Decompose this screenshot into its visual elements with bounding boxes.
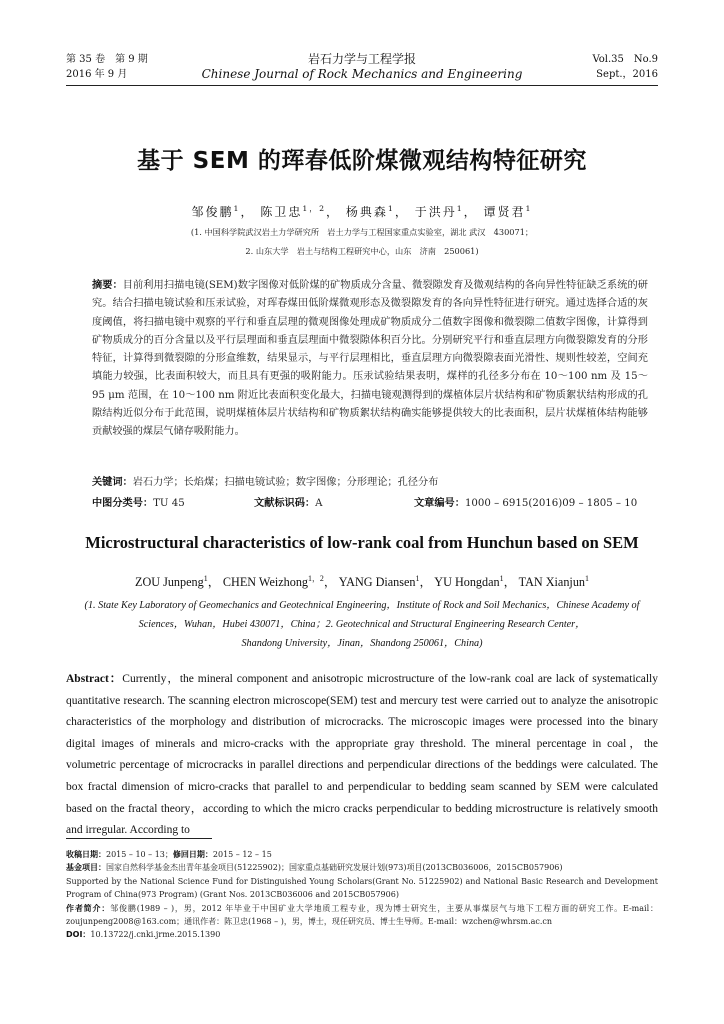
header-volume: 第 35 卷 第 9 期 bbox=[66, 54, 148, 65]
classification-line bbox=[92, 497, 648, 511]
author-affil-mark: 1 bbox=[203, 573, 208, 583]
author-name: 邹俊鹏 bbox=[191, 205, 234, 219]
clc-number bbox=[92, 498, 185, 509]
received-value: 2015 – 10 – 13； bbox=[106, 850, 173, 859]
author-bio-label: 作者简介： bbox=[66, 903, 111, 913]
footnote-fund bbox=[66, 861, 658, 874]
abstract-label: Abstract： bbox=[66, 673, 123, 685]
clc-label: 中图分类号： bbox=[92, 498, 154, 509]
chinese-abstract bbox=[92, 277, 648, 442]
fund-text-cn: 国家自然科学基金杰出青年基金项目(51225902)；国家重点基础研究发展计划(973)项目(2013CB036006，2015CB057906) bbox=[106, 863, 563, 873]
doc-label: 文献标识码： bbox=[254, 498, 316, 509]
footnote-rule bbox=[66, 838, 212, 839]
author-affil-mark: 1 bbox=[387, 204, 395, 213]
chinese-affiliation-1: (1. 中国科学院武汉岩土力学研究所 岩土力学与工程国家重点实验室，湖北 武汉 430071； bbox=[190, 227, 534, 237]
author-name: 陈卫忠 bbox=[260, 205, 303, 219]
header-date-cn: 2016 年 9 月 bbox=[66, 69, 128, 80]
chinese-affiliation-2: 2. 山东大学 岩土与结构工程研究中心，山东 济南 250061) bbox=[245, 246, 479, 256]
chinese-keywords bbox=[92, 476, 648, 490]
english-affiliation-line-2: Sciences，Wuhan，Hubei 430071，China；2. Geotechnical and Structural Engineering Research Center， bbox=[138, 619, 586, 630]
chinese-authors: 邹俊鹏$^1$， 陈卫忠$^{1,2}$， 杨典森$^1$， 于洪丹$^1$， 谭贤君$^1$ bbox=[191, 204, 533, 219]
author-affil-mark: 1 bbox=[415, 573, 420, 583]
header-vol-no bbox=[592, 52, 658, 82]
received-label: 收稿日期： bbox=[66, 850, 106, 859]
doc-value: A bbox=[315, 498, 323, 509]
header-journal-en: Chinese Journal of Rock Mechanics and Engineering bbox=[201, 67, 523, 81]
article-number bbox=[414, 497, 637, 511]
article-label: 文章编号： bbox=[414, 498, 465, 509]
keywords-text: 岩石力学；长焰煤；扫描电镜试验；数字图像；分形理论；孔径分布 bbox=[132, 477, 439, 488]
author-affil-mark: 1 bbox=[233, 204, 241, 213]
footnote-author bbox=[66, 902, 658, 929]
author-affil-mark: 1 bbox=[456, 204, 464, 213]
abstract-text: Currently，the mineral component and anisotropic microstructure of the low-rank coal are lack of systematically quantitative research. The scanning electron microscope(SEM) test and mercury test were carried out to analyze the anisotropic characteristics of the morphology and distribution of microcracks. The microscopic images were processed into the binary digital images of minerals and micro-cracks with the appropriate gray threshold. The mineral percentage in coal，the volumetric percentage of microcracks in parallel directions and perpendicular directions of the beddings were calculated. The box fractal dimension of micro-cracks that parallel to and perpendicular to bedding seam scanned by SEM were calculated based on the fractal theory，according to which the micro cracks perpendicular to bedding microstructure is relatively smooth and irregular. According to bbox=[66, 673, 658, 837]
header-journal-cn: 岩石力学与工程学报 bbox=[307, 52, 416, 66]
header-vol-en: Vol.35 No.9 bbox=[592, 54, 658, 65]
author-affil-mark: 1 bbox=[585, 573, 589, 583]
author-affil-mark: 1，2 bbox=[308, 573, 324, 583]
header-rule bbox=[66, 85, 658, 86]
author-affil-mark: 1 bbox=[499, 573, 504, 583]
abstract-text: 目前利用扫描电镜(SEM)数字图像对低阶煤的矿物质成分含量、微裂隙发育及微观结构的各向异性特征缺乏系统的研究。结合扫描电镜试验和压汞试验，对珲春煤田低阶煤微观形态及微裂隙发育的各向异性特征进行研究。通过选择合适的灰度阈值，将扫描电镜中观察的平行和垂直层理的微观图像处理成矿物质成分二值数字图像和微裂隙二值数字图像，计算得到矿物质成分的百分含量以及平行层理面和垂直层理面中微裂隙体积百分比。分别研究平行和垂直层理方向微裂隙发育的分形特征，计算得到微裂隙的分形盒维数，结果显示，与平行层理相比，垂直层理方向微裂隙表面光滑性、规则性较差，空间充填能力较强，比表面积较大，而且具有更强的吸附能力。压汞试验结果表明，煤样的孔径多分布在 10～100 nm 及 15～95 μm 范围，在 10～100 nm 附近比表面积变化最大，扫描电镜观测得到的煤植体层片状结构和矿物质絮状结构形成的孔隙结构近似分布于此范围，说明煤植体层片状结构和矿物质絮状结构确实能够提供较大的比表面积，层片状煤植体结构能够贡献较强的煤层气储存吸附能力。 bbox=[92, 280, 648, 438]
article-value: 1000 – 6915(2016)09 – 1805 – 10 bbox=[464, 498, 638, 509]
header-journal bbox=[66, 52, 658, 82]
author-name: YU Hongdan bbox=[434, 575, 500, 589]
english-affiliation-line-1: (1. State Key Laboratory of Geomechanics and Geotechnical Engineering，Institute of Rock and Soil Mechanics，Chinese Academy of bbox=[84, 600, 640, 611]
footnotes bbox=[66, 848, 658, 942]
chinese-title: 基于 SEM 的珲春低阶煤微观结构特征研究 bbox=[137, 148, 587, 174]
running-header bbox=[66, 52, 658, 82]
doi-value[interactable]: 10.13722/j.cnki.jrme.2015.1390 bbox=[90, 930, 221, 940]
revised-label: 修回日期： bbox=[172, 850, 213, 859]
author-affil-mark: 1 bbox=[525, 204, 533, 213]
author-name: 于洪丹 bbox=[414, 205, 457, 219]
footnote-doi bbox=[66, 928, 658, 941]
author-bio-text: 邹俊鹏(1989 – )，男，2012 年毕业于中国矿业大学地质工程专业，现为博士研究生，主要从事煤层气与地下工程方面的研究工作。E-mail：zoujunpeng2008@163.com；通讯作者：陈卫忠(1968 – )，男，博士，现任研究员、博士生导师。E-mail：wzchen@whrsm.ac.cn bbox=[66, 903, 659, 927]
header-date-en: Sept.，2016 bbox=[596, 69, 658, 80]
author-name: TAN Xianjun bbox=[518, 575, 586, 589]
english-affiliation-line-3: Shandong University，Jinan，Shandong 250061，China) bbox=[241, 638, 483, 649]
author-name: 杨典森 bbox=[345, 205, 388, 219]
fund-label: 基金项目： bbox=[66, 863, 106, 873]
doi-label: DOI： bbox=[66, 930, 91, 940]
keywords-label: 关键词： bbox=[92, 477, 133, 488]
author-name: 谭贤君 bbox=[483, 205, 526, 219]
author-name: YANG Diansen bbox=[338, 575, 416, 589]
revised-value: 2015 – 12 – 15 bbox=[212, 850, 272, 859]
english-title: Microstructural characteristics of low-rank coal from Hunchun based on SEM bbox=[85, 533, 639, 552]
english-abstract bbox=[66, 669, 658, 842]
author-affil-mark: 1，2 bbox=[302, 204, 327, 213]
footnote-fund-en: Supported by the National Science Fund for Distinguished Young Scholars(Grant No. 51225902) and National Basic Research and Development Program of China(973 Program) (Grant Nos. 2013CB036006 and 2015CB057906) bbox=[66, 876, 658, 900]
clc-value: TU 45 bbox=[153, 498, 185, 509]
footnote-dates bbox=[66, 848, 658, 861]
doc-code bbox=[254, 497, 322, 511]
author-name: ZOU Junpeng bbox=[135, 575, 204, 589]
author-name: CHEN Weizhong bbox=[222, 575, 309, 589]
english-authors: ZOU Junpeng$^1$， CHEN Weizhong$^{1,2}$， YANG Diansen$^1$， YU Hongdan$^1$， TAN Xianjun$^1$ bbox=[135, 573, 589, 589]
abstract-label: 摘要： bbox=[92, 280, 123, 291]
